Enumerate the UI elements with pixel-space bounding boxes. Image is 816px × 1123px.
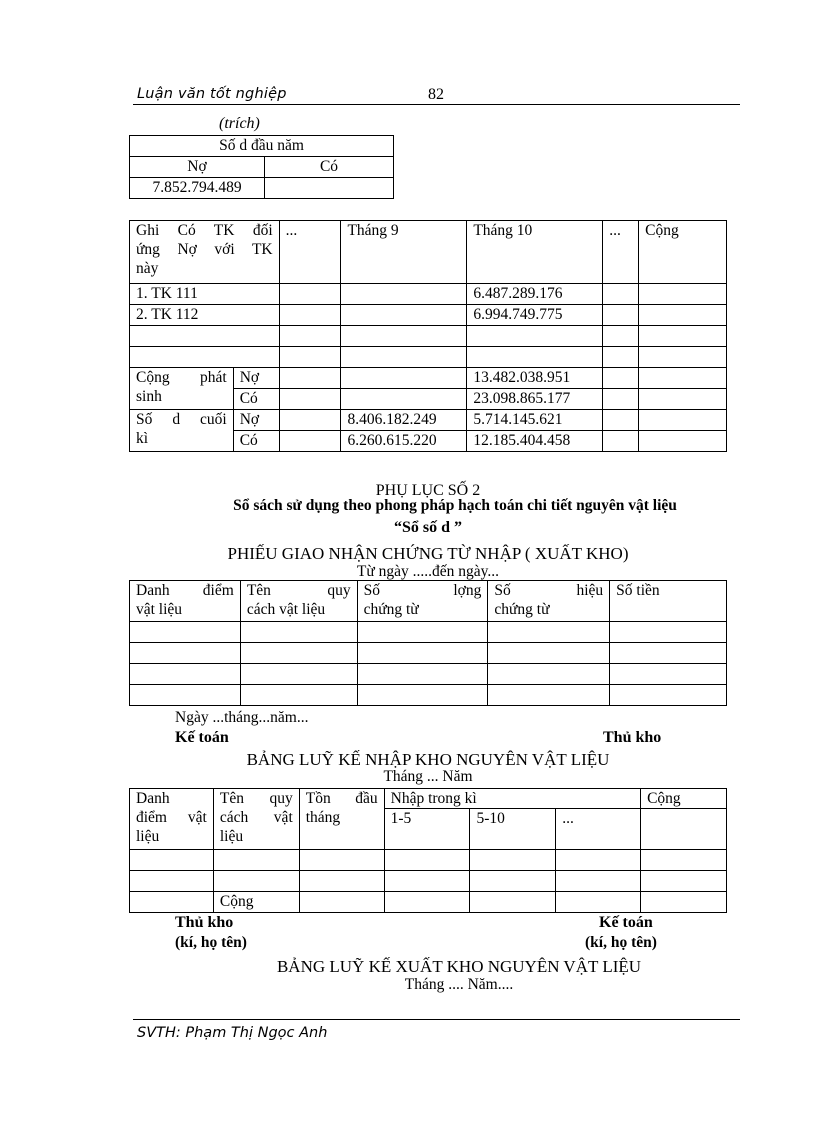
opening-balance-title: Số d đầu năm	[130, 136, 394, 157]
ledger-credit-label: Có	[233, 389, 279, 410]
excerpt-note: (trích)	[219, 115, 260, 132]
ledger-cell-value: 6.994.749.775	[467, 305, 603, 326]
voucher-sign-storekeeper: Thủ kho	[603, 729, 662, 746]
ledger-closing-label-line: Số d cuối	[136, 411, 227, 428]
ledger-header-month10: Tháng 10	[467, 221, 603, 284]
footer-rule	[133, 1019, 740, 1020]
voucher-col-header-line: chứng từ	[363, 601, 419, 618]
ledger-turnover-label-line: Cộng phát	[136, 369, 227, 386]
table-row	[130, 284, 727, 305]
issue-summary-title: BẢNG LUỸ KẾ XUẤT KHO NGUYÊN VẬT LIỆU	[276, 957, 642, 976]
page-number: 82	[428, 86, 444, 103]
opening-credit-header: Có	[265, 157, 394, 178]
voucher-col-header-line: Số tiền	[616, 582, 660, 599]
voucher-col-header-line: Số lợng	[363, 582, 482, 599]
ledger-cell-value: 6.260.615.220	[341, 431, 467, 452]
appendix-subtitle: Sổ sách sử dụng theo phong pháp hạch toán chi tiết nguyên vật liệu	[233, 497, 677, 514]
table-row	[130, 685, 727, 706]
ledger-header-total: Cộng	[639, 221, 727, 284]
receipt-col-header-total: Cộng	[641, 789, 727, 809]
voucher-col-header-line: Số hiệu	[494, 582, 604, 599]
receipt-total-label: Cộng	[213, 892, 299, 913]
receipt-sign-storekeeper: Thủ kho	[175, 914, 234, 931]
voucher-title: PHIẾU GIAO NHẬN CHỨNG TỪ NHẬP ( XUẤT KHO)	[227, 544, 629, 563]
voucher-period: Từ ngày .....đến ngày...	[356, 563, 500, 580]
opening-debit-value: 7.852.794.489	[130, 178, 265, 199]
table-row	[130, 850, 727, 871]
voucher-date-line: Ngày ...tháng...năm...	[175, 709, 309, 726]
voucher-col-header-line: Tên quy	[246, 582, 351, 599]
table-row	[130, 368, 727, 389]
voucher-col-header-line: vật liệu	[136, 601, 183, 618]
receipt-subcol: 1-5	[384, 809, 470, 850]
ledger-cell-value: 13.482.038.951	[467, 368, 603, 389]
receipt-col-header-line: liệu	[219, 828, 244, 845]
table-row	[130, 892, 727, 913]
receipt-col-header-line: điểm vật	[136, 809, 207, 826]
voucher-col-header	[610, 581, 727, 622]
voucher-col-header-line: chứng từ	[494, 601, 550, 618]
voucher-col-header-line: cách vật liệu	[246, 601, 326, 618]
ledger-header-account-line: ứng Nợ với TK	[136, 241, 273, 258]
voucher-col-header	[240, 581, 357, 622]
opening-credit-value	[265, 178, 394, 199]
ledger-header-dots: ...	[279, 221, 341, 284]
table-row	[130, 347, 727, 368]
voucher-col-header-line: Danh điểm	[136, 582, 234, 599]
opening-balance-table	[129, 135, 394, 199]
table-row	[130, 664, 727, 685]
receipt-summary-table	[129, 788, 727, 913]
document-footer: SVTH: Phạm Thị Ngọc Anh	[137, 1025, 328, 1041]
receipt-col-header-line: cách vật	[219, 809, 293, 826]
ledger-debit-label: Nợ	[233, 368, 279, 389]
receipt-col-header-receipts: Nhập trong kì	[384, 789, 640, 809]
receipt-col-header-line: liệu	[136, 828, 160, 845]
ledger-closing-label	[130, 410, 234, 452]
ledger-header-account	[130, 221, 280, 284]
ledger-row-label: 1. TK 111	[130, 284, 280, 305]
receipt-col-header-line: Tên quy	[219, 790, 293, 807]
ledger-closing-label-line: kì	[136, 430, 149, 447]
ledger-cell-value: 5.714.145.621	[467, 410, 603, 431]
ledger-credit-label: Có	[233, 431, 279, 452]
ledger-debit-label: Nợ	[233, 410, 279, 431]
receipt-sign-accountant-note: (kí, họ tên)	[585, 934, 657, 951]
table-row	[130, 305, 727, 326]
receipt-col-header-line: tháng	[305, 809, 341, 826]
receipt-col-header	[130, 789, 214, 850]
receipt-summary-title: BẢNG LUỸ KẾ NHẬP KHO NGUYÊN VẬT LIỆU	[246, 750, 610, 769]
appendix-title: PHỤ LỤC SỐ 2	[375, 482, 481, 499]
voucher-col-header	[488, 581, 610, 622]
voucher-table	[129, 580, 727, 706]
table-row	[130, 622, 727, 643]
voucher-col-header	[357, 581, 488, 622]
receipt-subcol: 5-10	[470, 809, 556, 850]
ledger-header-month9: Tháng 9	[341, 221, 467, 284]
ledger-header-account-line: này	[136, 260, 159, 277]
ledger-cell-value: 8.406.182.249	[341, 410, 467, 431]
header-rule	[133, 104, 740, 105]
ledger-cell-value: 12.185.404.458	[467, 431, 603, 452]
ledger-turnover-label	[130, 368, 234, 410]
opening-debit-header: Nợ	[130, 157, 265, 178]
receipt-col-header-line: Danh	[136, 790, 170, 807]
ledger-turnover-label-line: sinh	[136, 388, 162, 405]
receipt-summary-period: Tháng ... Năm	[383, 768, 473, 785]
receipt-col-header-line: Tồn đầu	[305, 790, 378, 807]
issue-summary-period: Tháng .... Năm....	[404, 976, 514, 993]
ledger-header-account-line: Ghi Có TK đối	[136, 222, 273, 239]
ledger-table	[129, 220, 727, 452]
ledger-row-label: 2. TK 112	[130, 305, 280, 326]
table-row	[130, 871, 727, 892]
receipt-col-header	[299, 789, 384, 850]
ledger-cell-value: 23.098.865.177	[467, 389, 603, 410]
appendix-book-name: “Sổ số d ”	[393, 519, 463, 536]
receipt-sign-storekeeper-note: (kí, họ tên)	[175, 934, 247, 951]
voucher-sign-accountant: Kế toán	[175, 729, 229, 746]
table-row	[130, 643, 727, 664]
receipt-col-header	[213, 789, 299, 850]
ledger-cell-value: 6.487.289.176	[467, 284, 603, 305]
table-row	[130, 326, 727, 347]
document-header-title: Luận văn tốt nghiệp	[137, 86, 287, 102]
table-row	[130, 410, 727, 431]
receipt-subcol: ...	[556, 809, 641, 850]
ledger-header-dots: ...	[603, 221, 639, 284]
voucher-col-header	[130, 581, 241, 622]
receipt-sign-accountant: Kế toán	[599, 914, 653, 931]
